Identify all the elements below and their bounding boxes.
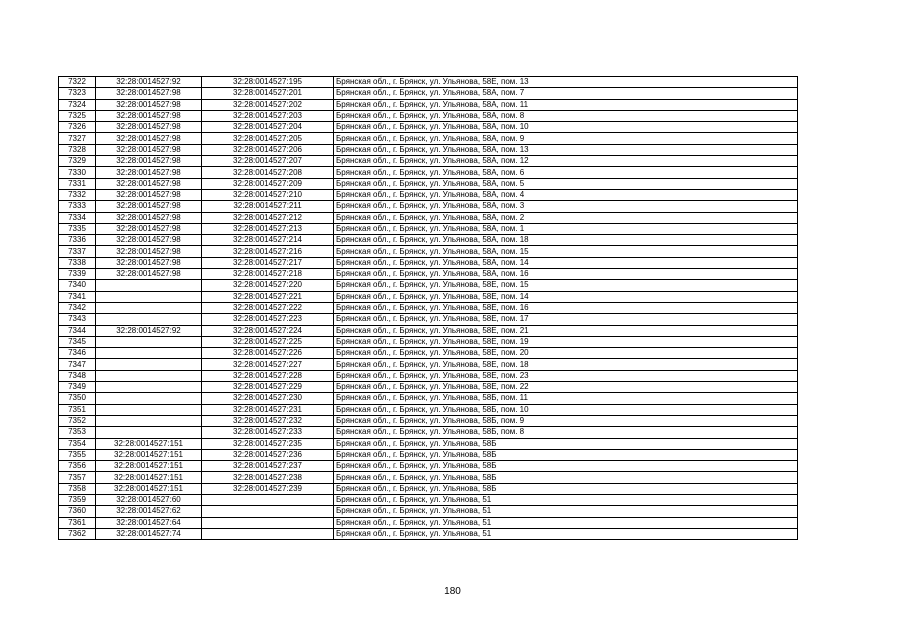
address-cell: Брянская обл., г. Брянск, ул. Ульянова, 51 [334,506,798,517]
table-row [59,393,798,404]
parent-cadastral-cell: 32:28:0014527:98 [96,223,202,234]
row-number-cell: 7349 [59,382,96,393]
row-number-cell: 7328 [59,144,96,155]
cadastral-number-cell: 32:28:0014527:218 [202,269,334,280]
cadastral-number-cell: 32:28:0014527:214 [202,235,334,246]
address-cell: Брянская обл., г. Брянск, ул. Ульянова, 58Е, пом. 23 [334,370,798,381]
row-number-cell: 7330 [59,167,96,178]
table-row [59,246,798,257]
row-number-cell: 7355 [59,449,96,460]
row-number-cell: 7332 [59,189,96,200]
address-cell: Брянская обл., г. Брянск, ул. Ульянова, 58Б, пом. 11 [334,393,798,404]
cadastral-number-cell: 32:28:0014527:213 [202,223,334,234]
table-row [59,99,798,110]
cadastral-number-cell: 32:28:0014527:226 [202,348,334,359]
table-row [59,461,798,472]
cadastral-number-cell: 32:28:0014527:204 [202,122,334,133]
row-number-cell: 7345 [59,336,96,347]
address-cell: Брянская обл., г. Брянск, ул. Ульянова, 58А, пом. 6 [334,167,798,178]
row-number-cell: 7339 [59,269,96,280]
cadastral-number-cell: 32:28:0014527:221 [202,291,334,302]
row-number-cell: 7327 [59,133,96,144]
cadastral-number-cell: 32:28:0014527:222 [202,302,334,313]
parent-cadastral-cell [96,382,202,393]
records-table-body [59,77,798,540]
parent-cadastral-cell: 32:28:0014527:98 [96,235,202,246]
table-row [59,382,798,393]
cadastral-number-cell: 32:28:0014527:229 [202,382,334,393]
page-number: 180 [444,586,461,597]
parent-cadastral-cell: 32:28:0014527:60 [96,494,202,505]
row-number-cell: 7357 [59,472,96,483]
address-cell: Брянская обл., г. Брянск, ул. Ульянова, 58Е, пом. 13 [334,77,798,88]
row-number-cell: 7362 [59,528,96,539]
table-row [59,449,798,460]
row-number-cell: 7344 [59,325,96,336]
row-number-cell: 7329 [59,156,96,167]
parent-cadastral-cell: 32:28:0014527:98 [96,144,202,155]
address-cell: Брянская обл., г. Брянск, ул. Ульянова, 51 [334,528,798,539]
records-table [58,76,798,540]
parent-cadastral-cell: 32:28:0014527:151 [96,472,202,483]
cadastral-number-cell [202,517,334,528]
parent-cadastral-cell: 32:28:0014527:92 [96,77,202,88]
cadastral-number-cell: 32:28:0014527:223 [202,314,334,325]
address-cell: Брянская обл., г. Брянск, ул. Ульянова, 58Е, пом. 22 [334,382,798,393]
row-number-cell: 7353 [59,427,96,438]
parent-cadastral-cell [96,427,202,438]
address-cell: Брянская обл., г. Брянск, ул. Ульянова, 58А, пом. 4 [334,189,798,200]
address-cell: Брянская обл., г. Брянск, ул. Ульянова, 58А, пом. 1 [334,223,798,234]
table-row [59,156,798,167]
cadastral-number-cell: 32:28:0014527:202 [202,99,334,110]
row-number-cell: 7322 [59,77,96,88]
parent-cadastral-cell: 32:28:0014527:74 [96,528,202,539]
cadastral-number-cell: 32:28:0014527:227 [202,359,334,370]
address-cell: Брянская обл., г. Брянск, ул. Ульянова, 58Б [334,449,798,460]
address-cell: Брянская обл., г. Брянск, ул. Ульянова, 58Б [334,461,798,472]
cadastral-number-cell: 32:28:0014527:236 [202,449,334,460]
row-number-cell: 7337 [59,246,96,257]
parent-cadastral-cell: 32:28:0014527:98 [96,133,202,144]
parent-cadastral-cell [96,336,202,347]
parent-cadastral-cell [96,393,202,404]
table-row [59,359,798,370]
table-row [59,201,798,212]
address-cell: Брянская обл., г. Брянск, ул. Ульянова, 58Б, пом. 10 [334,404,798,415]
parent-cadastral-cell: 32:28:0014527:98 [96,257,202,268]
address-cell: Брянская обл., г. Брянск, ул. Ульянова, 51 [334,517,798,528]
table-row [59,370,798,381]
address-cell: Брянская обл., г. Брянск, ул. Ульянова, 58А, пом. 14 [334,257,798,268]
parent-cadastral-cell: 32:28:0014527:92 [96,325,202,336]
table-row [59,189,798,200]
row-number-cell: 7333 [59,201,96,212]
parent-cadastral-cell: 32:28:0014527:98 [96,201,202,212]
row-number-cell: 7360 [59,506,96,517]
table-row [59,88,798,99]
row-number-cell: 7335 [59,223,96,234]
row-number-cell: 7324 [59,99,96,110]
cadastral-number-cell [202,494,334,505]
address-cell: Брянская обл., г. Брянск, ул. Ульянова, 58Б [334,483,798,494]
table-row [59,348,798,359]
address-cell: Брянская обл., г. Брянск, ул. Ульянова, 58А, пом. 5 [334,178,798,189]
cadastral-number-cell: 32:28:0014527:230 [202,393,334,404]
row-number-cell: 7325 [59,110,96,121]
address-cell: Брянская обл., г. Брянск, ул. Ульянова, 58А, пом. 2 [334,212,798,223]
table-row [59,235,798,246]
table-row [59,472,798,483]
cadastral-number-cell: 32:28:0014527:209 [202,178,334,189]
cadastral-number-cell: 32:28:0014527:235 [202,438,334,449]
parent-cadastral-cell: 32:28:0014527:98 [96,156,202,167]
parent-cadastral-cell [96,404,202,415]
address-cell: Брянская обл., г. Брянск, ул. Ульянова, 58Е, пом. 16 [334,302,798,313]
table-row [59,167,798,178]
row-number-cell: 7343 [59,314,96,325]
parent-cadastral-cell [96,348,202,359]
cadastral-number-cell: 32:28:0014527:210 [202,189,334,200]
address-cell: Брянская обл., г. Брянск, ул. Ульянова, 58А, пом. 12 [334,156,798,167]
address-cell: Брянская обл., г. Брянск, ул. Ульянова, 58А, пом. 11 [334,99,798,110]
address-cell: Брянская обл., г. Брянск, ул. Ульянова, 58Е, пом. 14 [334,291,798,302]
row-number-cell: 7336 [59,235,96,246]
cadastral-number-cell: 32:28:0014527:216 [202,246,334,257]
parent-cadastral-cell: 32:28:0014527:151 [96,461,202,472]
cadastral-number-cell: 32:28:0014527:205 [202,133,334,144]
parent-cadastral-cell: 32:28:0014527:98 [96,88,202,99]
address-cell: Брянская обл., г. Брянск, ул. Ульянова, 58А, пом. 9 [334,133,798,144]
address-cell: Брянская обл., г. Брянск, ул. Ульянова, 58А, пом. 18 [334,235,798,246]
parent-cadastral-cell: 32:28:0014527:98 [96,178,202,189]
table-row [59,404,798,415]
address-cell: Брянская обл., г. Брянск, ул. Ульянова, 58Е, пом. 17 [334,314,798,325]
cadastral-number-cell: 32:28:0014527:211 [202,201,334,212]
parent-cadastral-cell [96,415,202,426]
row-number-cell: 7352 [59,415,96,426]
row-number-cell: 7334 [59,212,96,223]
row-number-cell: 7341 [59,291,96,302]
cadastral-number-cell: 32:28:0014527:212 [202,212,334,223]
parent-cadastral-cell: 32:28:0014527:98 [96,167,202,178]
cadastral-number-cell: 32:28:0014527:220 [202,280,334,291]
address-cell: Брянская обл., г. Брянск, ул. Ульянова, 58Е, пом. 21 [334,325,798,336]
table-row [59,506,798,517]
parent-cadastral-cell: 32:28:0014527:151 [96,483,202,494]
row-number-cell: 7358 [59,483,96,494]
address-cell: Брянская обл., г. Брянск, ул. Ульянова, 58Б [334,472,798,483]
row-number-cell: 7351 [59,404,96,415]
table-row [59,133,798,144]
table-row [59,517,798,528]
parent-cadastral-cell [96,314,202,325]
row-number-cell: 7350 [59,393,96,404]
table-row [59,178,798,189]
row-number-cell: 7326 [59,122,96,133]
cadastral-number-cell: 32:28:0014527:195 [202,77,334,88]
table-row [59,257,798,268]
table-row [59,528,798,539]
address-cell: Брянская обл., г. Брянск, ул. Ульянова, 58Е, пом. 19 [334,336,798,347]
table-row [59,314,798,325]
cadastral-number-cell: 32:28:0014527:203 [202,110,334,121]
row-number-cell: 7347 [59,359,96,370]
address-cell: Брянская обл., г. Брянск, ул. Ульянова, 58А, пом. 13 [334,144,798,155]
address-cell: Брянская обл., г. Брянск, ул. Ульянова, 58Б, пом. 9 [334,415,798,426]
parent-cadastral-cell: 32:28:0014527:64 [96,517,202,528]
address-cell: Брянская обл., г. Брянск, ул. Ульянова, 58А, пом. 7 [334,88,798,99]
table-row [59,483,798,494]
address-cell: Брянская обл., г. Брянск, ул. Ульянова, 58А, пом. 16 [334,269,798,280]
address-cell: Брянская обл., г. Брянск, ул. Ульянова, 58Б, пом. 8 [334,427,798,438]
row-number-cell: 7348 [59,370,96,381]
row-number-cell: 7346 [59,348,96,359]
cadastral-number-cell [202,528,334,539]
parent-cadastral-cell [96,370,202,381]
parent-cadastral-cell [96,359,202,370]
parent-cadastral-cell: 32:28:0014527:98 [96,212,202,223]
parent-cadastral-cell: 32:28:0014527:151 [96,449,202,460]
row-number-cell: 7354 [59,438,96,449]
cadastral-number-cell: 32:28:0014527:217 [202,257,334,268]
address-cell: Брянская обл., г. Брянск, ул. Ульянова, 58А, пом. 3 [334,201,798,212]
table-row [59,280,798,291]
address-cell: Брянская обл., г. Брянск, ул. Ульянова, 58А, пом. 15 [334,246,798,257]
cadastral-number-cell [202,506,334,517]
cadastral-number-cell: 32:28:0014527:224 [202,325,334,336]
table-row [59,336,798,347]
cadastral-number-cell: 32:28:0014527:239 [202,483,334,494]
table-row [59,438,798,449]
address-cell: Брянская обл., г. Брянск, ул. Ульянова, 51 [334,494,798,505]
parent-cadastral-cell: 32:28:0014527:151 [96,438,202,449]
table-row [59,223,798,234]
row-number-cell: 7338 [59,257,96,268]
table-row [59,415,798,426]
cadastral-number-cell: 32:28:0014527:233 [202,427,334,438]
row-number-cell: 7342 [59,302,96,313]
row-number-cell: 7359 [59,494,96,505]
parent-cadastral-cell: 32:28:0014527:98 [96,99,202,110]
address-cell: Брянская обл., г. Брянск, ул. Ульянова, 58А, пом. 10 [334,122,798,133]
cadastral-number-cell: 32:28:0014527:206 [202,144,334,155]
table-row [59,494,798,505]
row-number-cell: 7356 [59,461,96,472]
cadastral-number-cell: 32:28:0014527:225 [202,336,334,347]
table-row [59,212,798,223]
parent-cadastral-cell: 32:28:0014527:98 [96,189,202,200]
table-row [59,122,798,133]
parent-cadastral-cell: 32:28:0014527:98 [96,122,202,133]
table-row [59,144,798,155]
parent-cadastral-cell: 32:28:0014527:98 [96,269,202,280]
cadastral-number-cell: 32:28:0014527:201 [202,88,334,99]
table-row [59,77,798,88]
cadastral-number-cell: 32:28:0014527:228 [202,370,334,381]
address-cell: Брянская обл., г. Брянск, ул. Ульянова, 58А, пом. 8 [334,110,798,121]
row-number-cell: 7323 [59,88,96,99]
row-number-cell: 7361 [59,517,96,528]
parent-cadastral-cell [96,291,202,302]
address-cell: Брянская обл., г. Брянск, ул. Ульянова, 58Е, пом. 18 [334,359,798,370]
cadastral-number-cell: 32:28:0014527:231 [202,404,334,415]
table-row [59,427,798,438]
cadastral-number-cell: 32:28:0014527:232 [202,415,334,426]
table-row [59,269,798,280]
address-cell: Брянская обл., г. Брянск, ул. Ульянова, 58Е, пом. 20 [334,348,798,359]
address-cell: Брянская обл., г. Брянск, ул. Ульянова, 58Е, пом. 15 [334,280,798,291]
table-row [59,302,798,313]
cadastral-number-cell: 32:28:0014527:207 [202,156,334,167]
parent-cadastral-cell [96,302,202,313]
table-row [59,110,798,121]
parent-cadastral-cell: 32:28:0014527:98 [96,110,202,121]
cadastral-number-cell: 32:28:0014527:238 [202,472,334,483]
row-number-cell: 7340 [59,280,96,291]
table-row [59,291,798,302]
parent-cadastral-cell: 32:28:0014527:98 [96,246,202,257]
table-row [59,325,798,336]
cadastral-number-cell: 32:28:0014527:208 [202,167,334,178]
parent-cadastral-cell [96,280,202,291]
cadastral-number-cell: 32:28:0014527:237 [202,461,334,472]
row-number-cell: 7331 [59,178,96,189]
address-cell: Брянская обл., г. Брянск, ул. Ульянова, 58Б [334,438,798,449]
parent-cadastral-cell: 32:28:0014527:62 [96,506,202,517]
